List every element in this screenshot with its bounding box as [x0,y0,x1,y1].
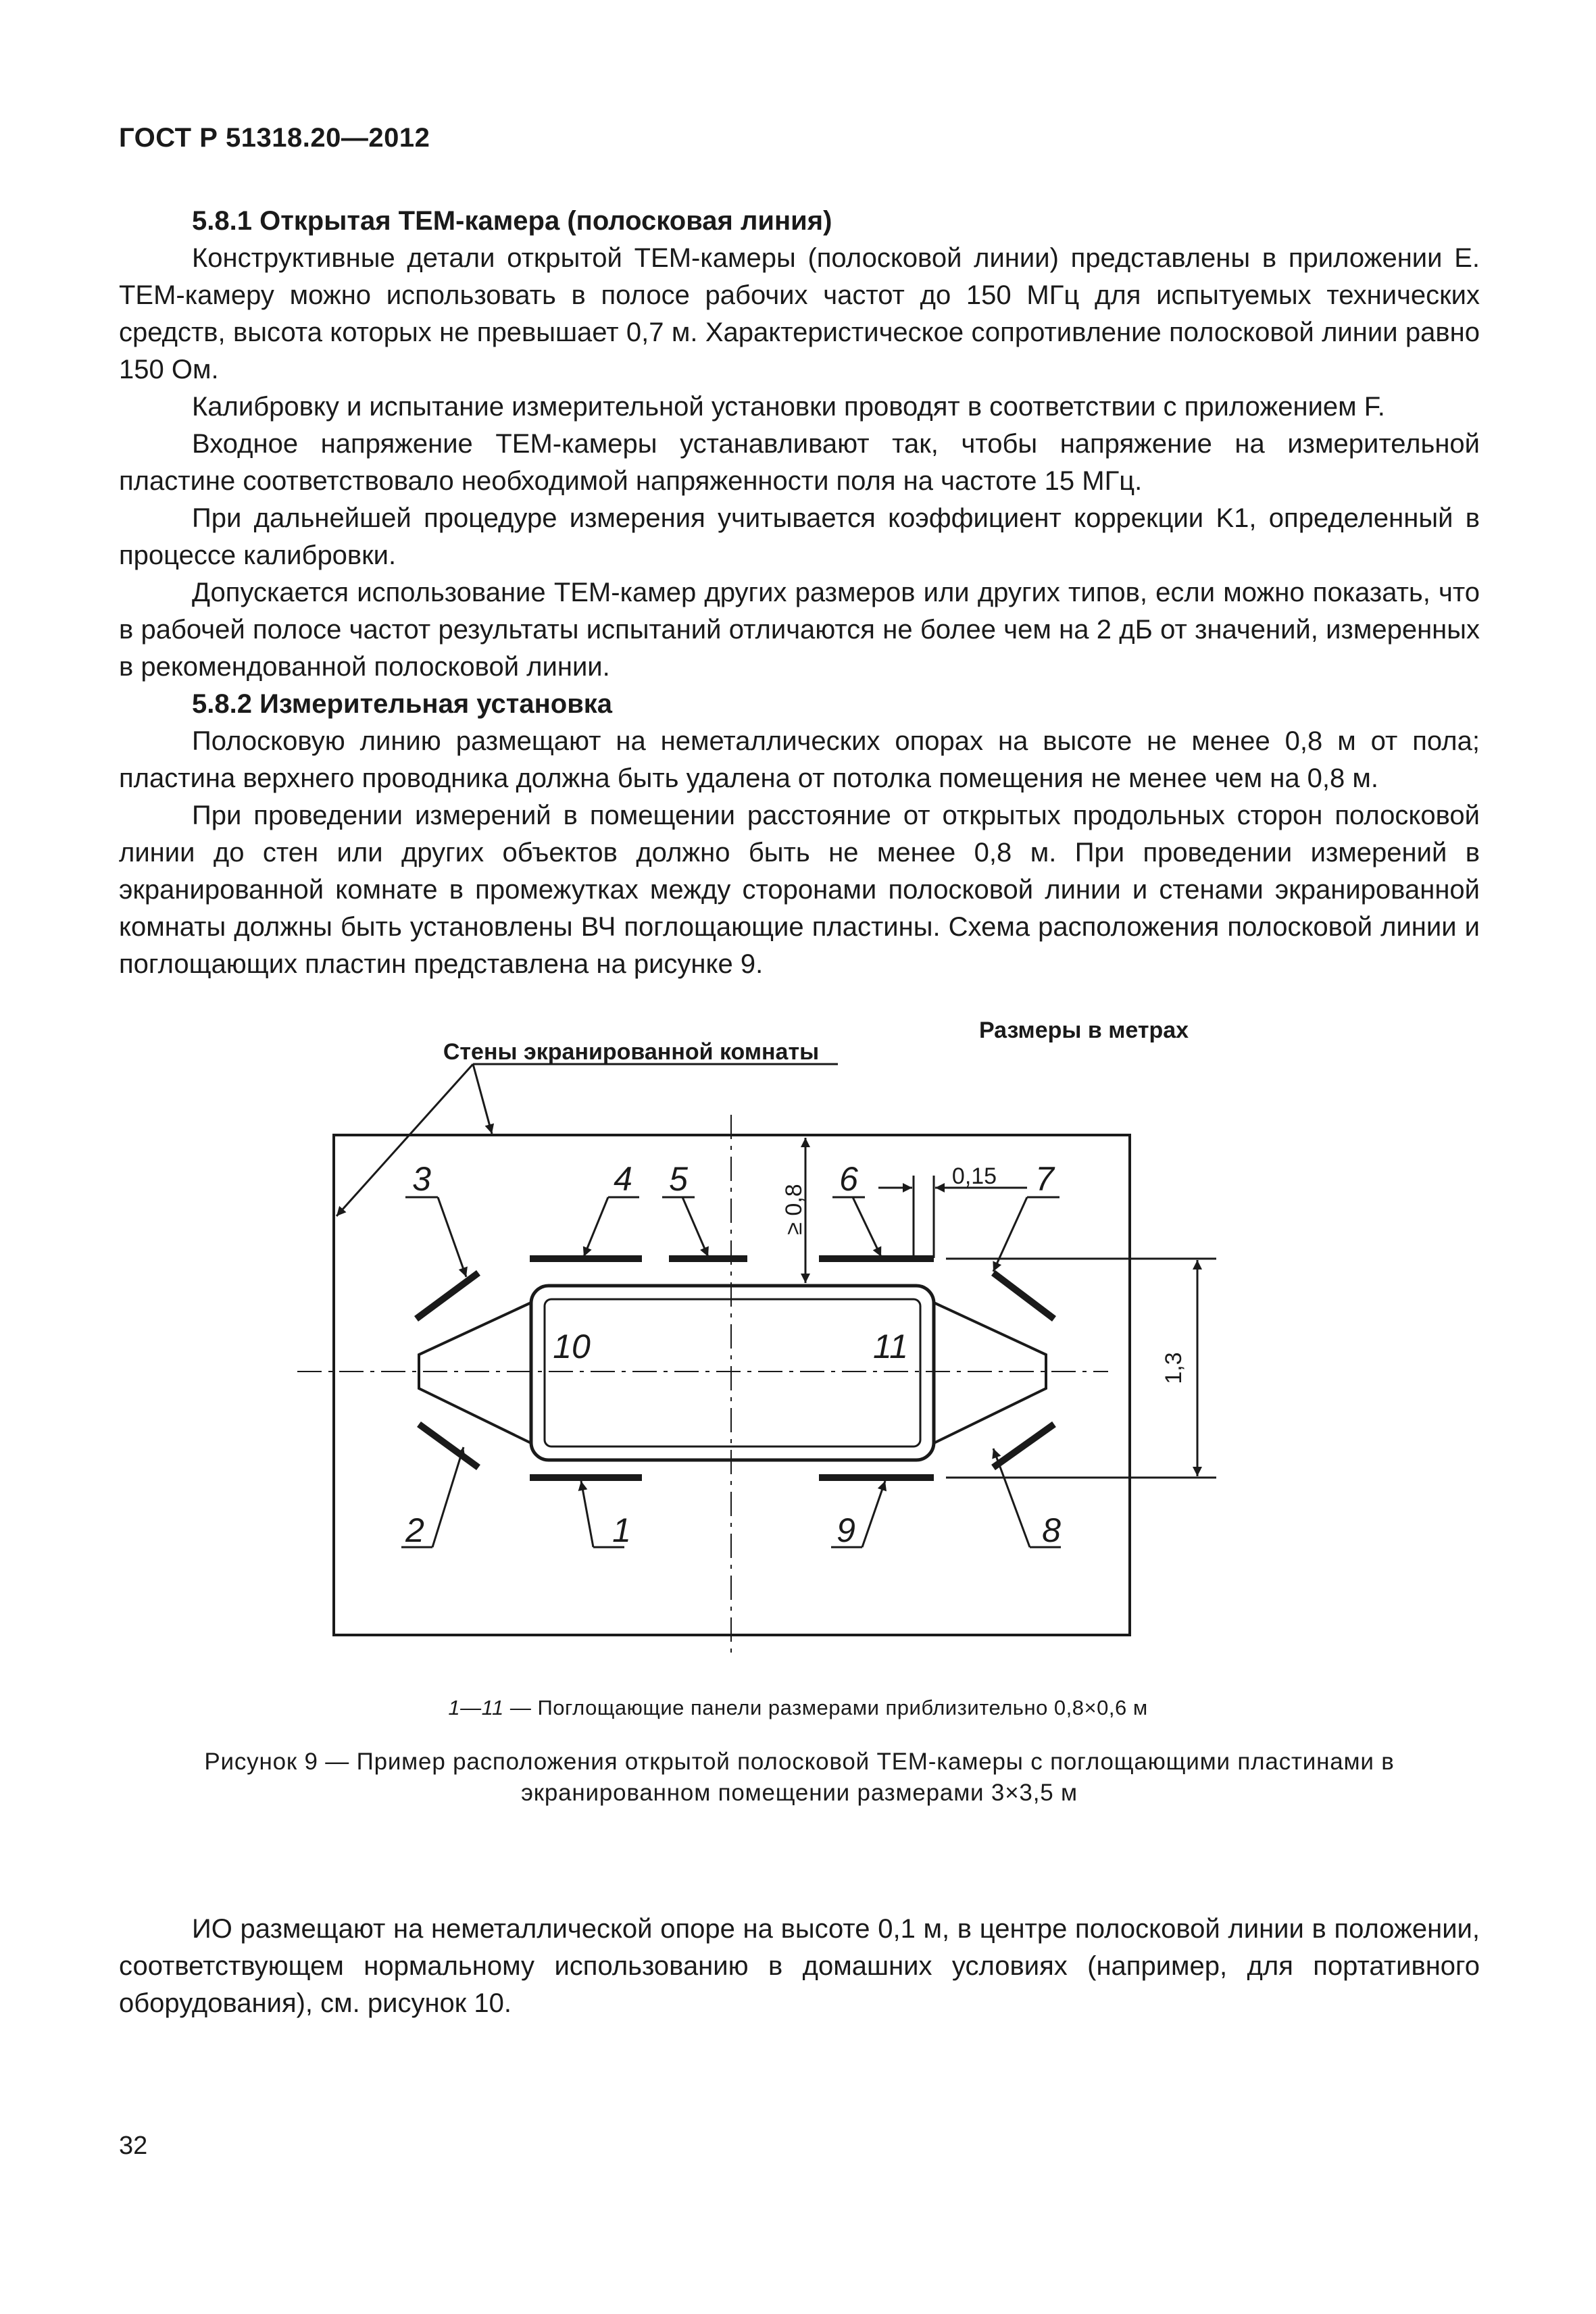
dim-gap-label: 0,15 [951,1163,997,1189]
section-title: 5.8.2 Измерительная установка [192,689,613,719]
walls-label: Стены экранированной комнаты [443,1039,820,1065]
section-5-8-1 [119,203,1480,983]
label-1: 1 [612,1511,631,1549]
stripline-inner-plate [545,1299,920,1447]
label-8: 8 [1042,1511,1061,1549]
label-4: 4 [614,1160,632,1198]
label-10: 10 [553,1328,591,1365]
paragraph: Входное напряжение ТЕМ-камеры устанавливают так, чтобы напряжение на измерительной пластине соответствовало необходимой напряженности поля на частоте 15 МГц. [119,429,1480,496]
note-range: 1—11 [448,1696,504,1719]
document-header: ГОСТ Р 51318.20—2012 [119,123,430,153]
paragraph: Конструктивные детали открытой ТЕМ-камеры (полосковой линии) представлены в приложении E. ТЕМ-камеру можно использовать в полосе рабочих частот до 150 МГц для испытуемых технических средств, высота которых не превышает 0,7 м. Характеристическое сопротивление полосковой линии равно 150 Ом. [119,243,1480,384]
label-6: 6 [839,1160,858,1198]
absorber-7 [993,1273,1054,1319]
label-5: 5 [669,1160,688,1198]
absorber-3 [416,1273,478,1319]
figure-note [0,1696,1596,1720]
paragraph: При проведении измерений в помещении расстояние от открытых продольных сторон полосковой линии до стен или других объектов должно быть не менее 0,8 м. При проведении измерений в экранированной комнате в промежутках между сторонами полосковой линии и стенами экранированной комнаты должны быть установлены ВЧ поглощающие пластины. Схема расположения полосковой линии и поглощающих пластин представлена на рисунке 9. [119,801,1480,979]
label-9: 9 [837,1511,855,1549]
absorber-8 [993,1424,1054,1467]
absorber-2 [419,1424,478,1467]
label-3: 3 [412,1160,431,1198]
stripline-body [531,1286,934,1460]
page-number: 32 [119,2132,148,2160]
paragraph: При дальнейшей процедуре измерения учитывается коэффициент коррекции K1, определенный в процессе калибровки. [119,503,1480,570]
note-text: — Поглощающие панели размерами приблизительно 0,8×0,6 м [503,1696,1148,1719]
dim-height-label: 1,3 [1161,1352,1187,1384]
dimensions-label: Размеры в метрах [978,1017,1189,1043]
paragraph: ИО размещают на неметаллической опоре на высоте 0,1 м, в центре полосковой линии в положении, соответствующем нормальному использованию в домашних условиях (например, для портативного оборудования), см. рисунок 10. [119,1914,1480,2018]
paragraph: Допускается использование ТЕМ-камер других размеров или других типов, если можно показать, что в рабочей полосе частот результаты испытаний отличаются не более чем на 2 дБ от значений, измеренных в рекомендованной полосковой линии. [119,578,1480,682]
bottom-section [119,1911,1480,2022]
dim-top-label: ≥ 0,8 [781,1184,807,1235]
figure-caption: Рисунок 9 — Пример расположения открытой полосковой ТЕМ-камеры с поглощающими пластинами в экранированном помещении размерами 3×3,5 м [204,1749,1395,1806]
left-taper [419,1303,531,1443]
figure-9 [0,1007,1596,1669]
label-11: 11 [873,1328,908,1365]
label-7: 7 [1035,1160,1054,1198]
right-taper [934,1303,1046,1443]
label-2: 2 [405,1511,424,1549]
stripline-layout-diagram [0,1007,1596,1669]
paragraph: Калибровку и испытание измерительной установки проводят в соответствии с приложением F. [192,392,1385,422]
section-title: 5.8.1 Открытая ТЕМ-камера (полосковая линия) [192,206,832,236]
paragraph: Полосковую линию размещают на неметаллических опорах на высоте не менее 0,8 м от пола; пластина верхнего проводника должна быть удалена от потолка помещения не менее чем на 0,8 м. [119,726,1480,793]
